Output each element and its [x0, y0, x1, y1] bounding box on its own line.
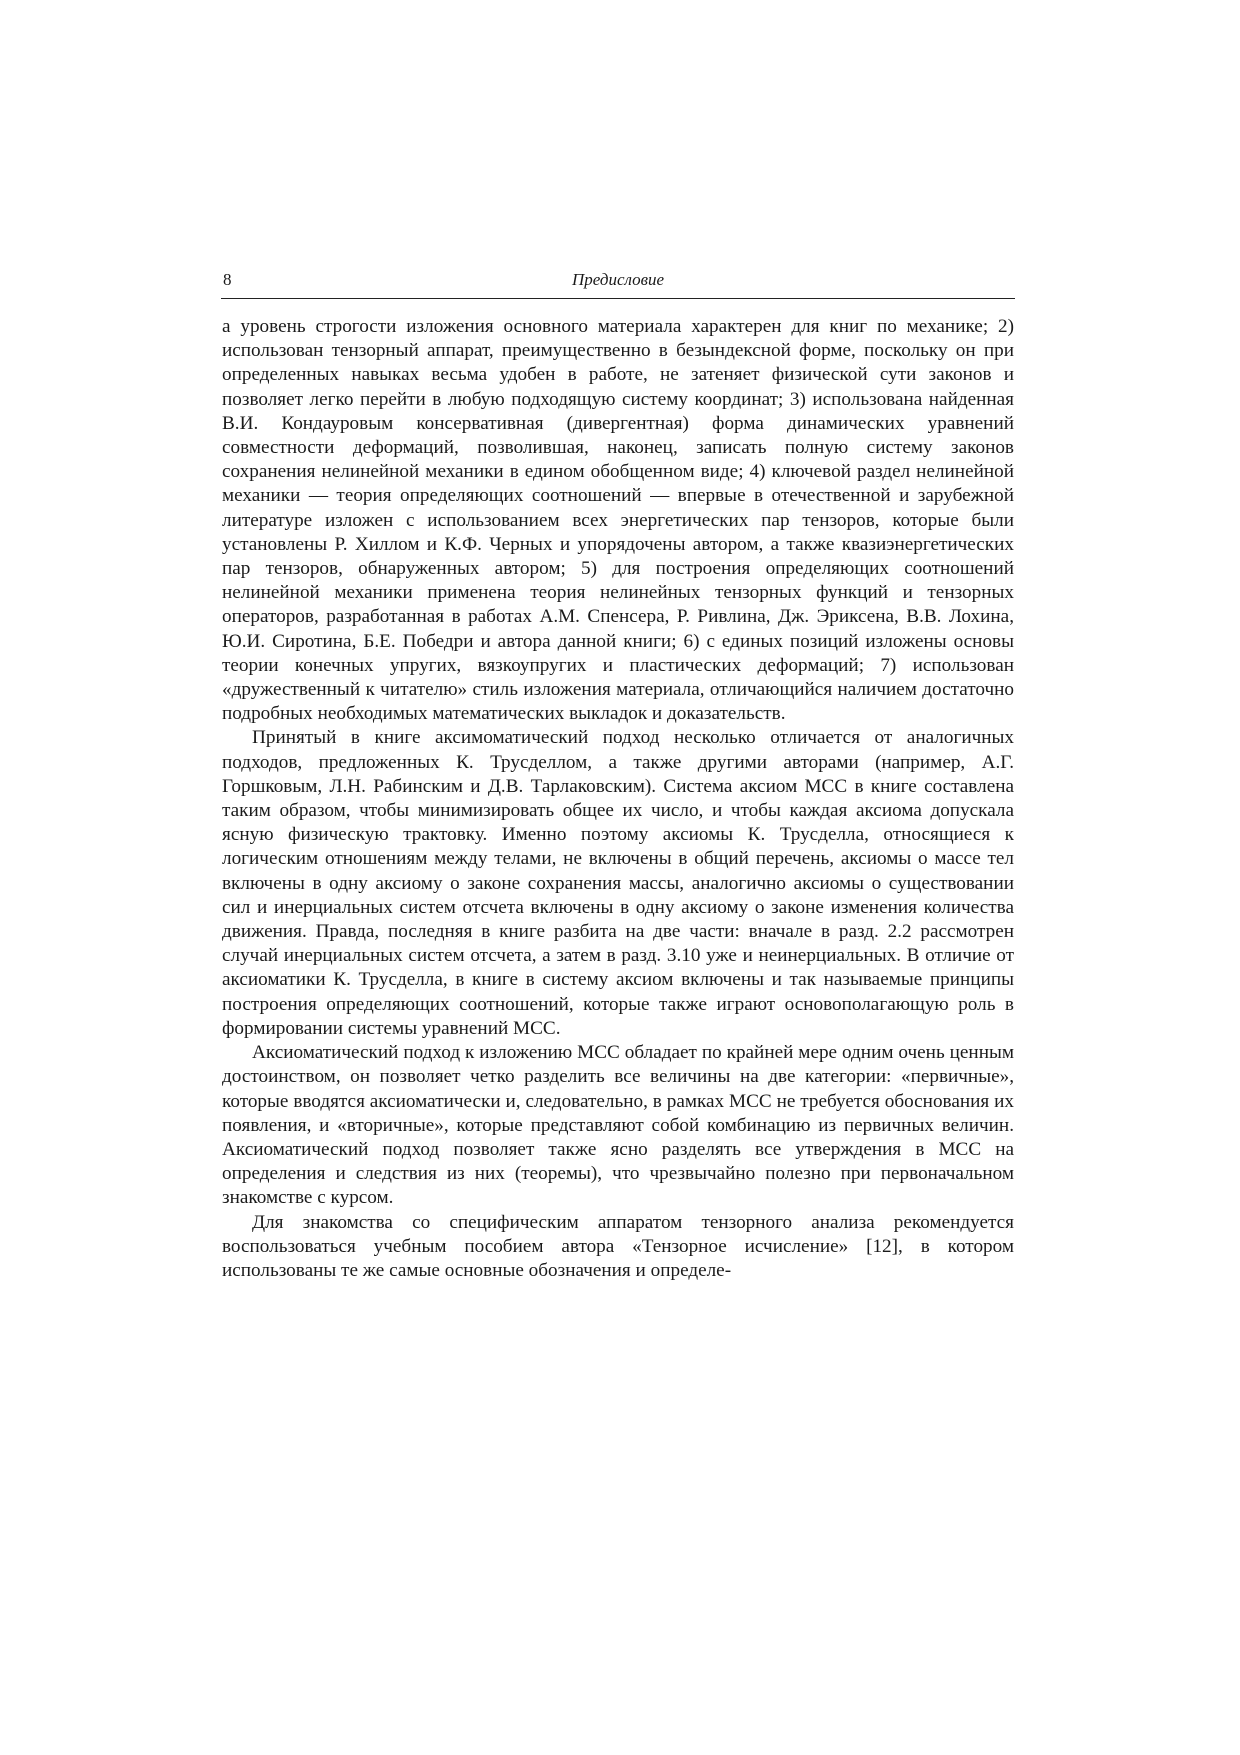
paragraph-axiomatic-approach: Принятый в книге аксимоматический подход несколько отличается от аналогичных подходов, предложенных К. Труcделлом, а также другими авторами (например, А.Г. Горшковым, Л.Н. Рабинским и Д.В. Тарлаковским). Система аксиом МСС в книге составлена таким образом, чтобы минимизировать общее их число, и чтобы каждая аксиома допускала ясную физическую трактовку. Именно поэтому аксиомы К. Трусделла, относящиеся к логическим отношениям между телами, не включены в общий перечень, аксиомы о массе тел включены в одну аксиому о законе сохранения массы, аналогично аксиомы о существовании сил и инерциальных систем отсчета включены в одну аксиому о законе изменения количества движения. Правда, последняя в книге разбита на две части: вначале в разд. 2.2 рассмотрен случай инерциальных систем отсчета, а затем в разд. 3.10 уже и неинерциальных. В отличие от аксиоматики К. Трусделла, в книге в систему аксиом включены и так называемые принципы построения определяющих соотношений, которые также играют основополагающую роль в формировании системы уравнений МСС.: [222, 727, 1014, 1039]
paragraph-axiomatic-advantages: Аксиоматический подход к изложению МСС обладает по крайней мере одним очень ценным достоинством, он позволяет четко разделить все величины на две категории: «первичные», которые вводятся аксиоматически и, следовательно, в рамках МСС не требуется обоснования их появления, и «вторичные», которые представляют собой комбинацию из первичных величин. Аксиоматический подход позволяет также ясно разделять все утверждения в МСС на определения и следствия из них (теоремы), что чрезвычайно полезно при первоначальном знакомстве с курсом.: [222, 1042, 1014, 1209]
body-text: [222, 315, 1014, 1283]
section-title: Предисловие: [571, 270, 665, 289]
running-head: [221, 268, 1015, 299]
paragraph-tensor-reference: Для знакомства со специфическим аппаратом тензорного анализа рекомендуется воспользоваться учебным пособием автора «Тензорное исчисление» [12], в котором использованы те же самые основные обозначения и определе-: [222, 1211, 1014, 1281]
paragraph-continued: а уровень строгости изложения основного материала характерен для книг по механике; 2) использован тензорный аппарат, преимущественно в безындексной форме, поскольку он при определенных навыках весьма удобен в работе, не затеняет физической сути законов и позволяет легко перейти в любую подходящую систему координат; 3) использована найденная В.И. Кондауровым консервативная (дивергентная) форма динамических уравнений совместности деформаций, позволившая, наконец, записать полную систему законов сохранения нелинейной механики в едином обобщенном виде; 4) ключевой раздел нелинейной механики — теория определяющих соотношений — впервые в отечественной и зарубежной литературе изложен с использованием всех энергетических пар тензоров, которые были установлены Р. Хиллом и К.Ф. Черных и упорядочены автором, а также квазиэнергетических пар тензоров, обнаруженных автором; 5) для построения определяющих соотношений нелинейной механики применена теория нелинейных тензорных функций и тензорных операторов, разработанная в работах А.М. Спенсера, Р. Ривлина, Дж. Эриксена, В.В. Лохина, Ю.И. Сиротина, Б.Е. Победри и автора данной книги; 6) с единых позиций изложены основы теории конечных упругих, вязкоупругих и пластических деформаций; 7) использован «дружественный к читателю» стиль изложения материала, отличающийся наличием достаточно подробных необходимых математических выкладок и доказательств.: [222, 316, 1014, 725]
page-number: 8: [223, 270, 232, 289]
